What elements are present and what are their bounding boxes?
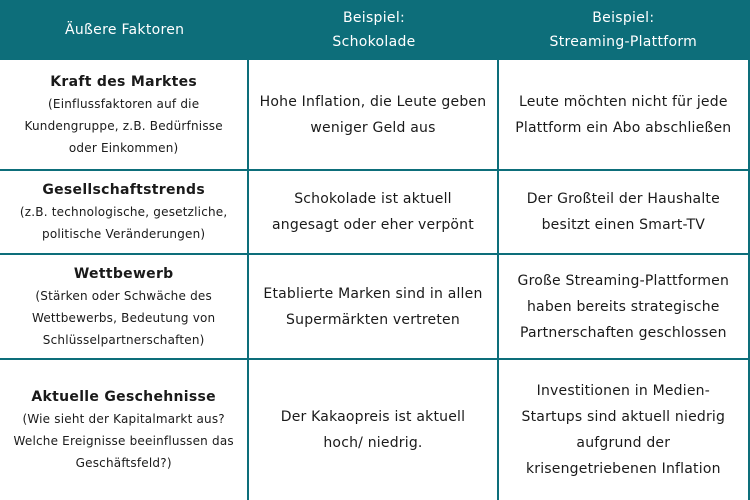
example-line: Supermärkten vertreten (286, 311, 460, 328)
table-row (0, 60, 748, 171)
factor-title: Gesellschaftstrends (42, 182, 205, 198)
factor-description-line: (z.B. technologische, gesetzliche, (19, 205, 228, 219)
header-label: Beispiel: (342, 10, 406, 26)
example-line: hoch/ niedrig. (323, 435, 423, 451)
example-text (272, 186, 474, 238)
example-text (281, 404, 465, 456)
example-text (263, 281, 482, 333)
factor-description-line: Geschäftsfeld?) (75, 456, 172, 470)
factor-description-line: Welche Ereignisse beeinflussen das (13, 434, 234, 448)
example-streaming-cell (499, 360, 748, 500)
factor-cell (0, 171, 249, 253)
example-streaming-cell (499, 60, 748, 169)
factor-description-line: Kundengruppe, z.B. Bedürfnisse (24, 118, 223, 133)
example-line: Schokolade ist aktuell (294, 191, 452, 207)
header-label: Schokolade (332, 34, 416, 50)
factor-description (14, 408, 234, 474)
example-line: weniger Geld aus (310, 119, 436, 136)
example-chocolate-cell (249, 255, 498, 358)
header-cell-example-streaming (499, 0, 748, 60)
example-line: Hohe Inflation, die Leute geben (259, 93, 487, 110)
example-line: besitzt einen Smart-TV (541, 217, 706, 233)
example-chocolate-cell (249, 171, 498, 253)
example-streaming-cell (499, 255, 748, 358)
example-line: Leute möchten nicht für jede (518, 93, 728, 110)
table-header (0, 0, 748, 60)
example-text (515, 89, 731, 141)
factor-cell (0, 360, 249, 500)
example-text (522, 378, 726, 482)
header-cell-external-factors (0, 0, 249, 60)
factor-cell (0, 60, 249, 169)
factor-description-line: oder Einkommen) (68, 140, 179, 155)
factor-title: Kraft des Marktes (50, 73, 198, 90)
factor-description-line: (Einflussfaktoren auf die (48, 96, 200, 111)
example-chocolate-cell (249, 360, 498, 500)
example-line: Der Kakaopreis ist aktuell (280, 409, 466, 425)
header-label: Beispiel: (592, 10, 655, 26)
example-line: krisengetriebenen Inflation (525, 461, 721, 477)
factor-description (20, 201, 228, 245)
example-chocolate-cell (249, 60, 498, 169)
factor-description-line: (Stärken oder Schwäche des (35, 288, 212, 303)
factor-cell (0, 255, 249, 358)
example-line: Etablierte Marken sind in allen (263, 285, 483, 302)
example-line: aufgrund der (576, 435, 671, 451)
example-line: Der Großteil der Haushalte (526, 191, 720, 207)
example-line: Partnerschaften geschlossen (519, 324, 727, 341)
header-cell-example-chocolate (249, 0, 498, 60)
example-line: angesagt oder eher verpönt (272, 217, 474, 233)
factor-description-line: Wettbewerbs, Bedeutung von (31, 310, 216, 325)
table-row (0, 171, 748, 255)
factor-description (32, 285, 215, 351)
table-row (0, 255, 748, 360)
example-line: Plattform ein Abo abschließen (515, 119, 732, 136)
example-line: Investitionen in Medien- (536, 383, 710, 399)
example-line: haben bereits strategische (526, 298, 720, 315)
factor-title: Aktuelle Geschehnisse (31, 389, 216, 405)
example-text (518, 268, 730, 346)
header-label: Äußere Faktoren (64, 22, 185, 38)
header-label: Streaming-Plattform (549, 34, 698, 50)
factor-description-line: Schlüsselpartnerschaften) (42, 332, 205, 347)
table-row (0, 360, 748, 500)
example-line: Startups sind aktuell niedrig (521, 409, 726, 425)
example-streaming-cell (499, 171, 748, 253)
example-text (527, 186, 720, 238)
example-text (260, 89, 487, 141)
example-line: Große Streaming-Plattformen (517, 272, 730, 289)
factor-description (25, 93, 223, 159)
factor-description-line: politische Veränderungen) (42, 227, 206, 241)
factor-description-line: (Wie sieht der Kapitalmarkt aus? (22, 412, 225, 426)
factor-title: Wettbewerb (73, 265, 174, 282)
